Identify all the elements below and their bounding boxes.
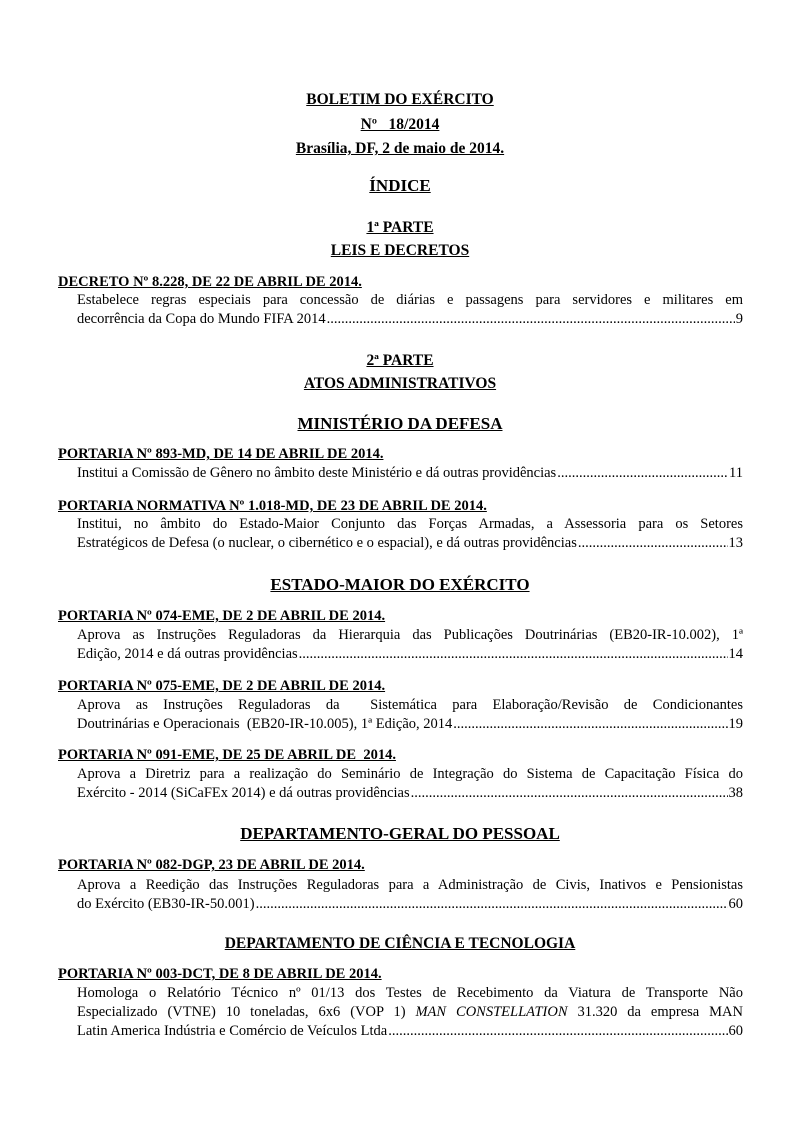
entry-text: 31.320 da empresa MAN — [567, 1004, 743, 1020]
section-heading-eme: ESTADO-MAIOR DO EXÉRCITO — [270, 575, 530, 594]
entry-heading[interactable]: PORTARIA Nº 003-DCT, DE 8 DE ABRIL DE 2014. — [58, 966, 382, 982]
vehicle-model-name: MAN CONSTELLATION — [415, 1004, 568, 1020]
page-number[interactable]: 19 — [728, 716, 743, 732]
section-heading-md: MINISTÉRIO DA DEFESA — [297, 414, 503, 433]
entry-line-with-page — [77, 534, 743, 553]
page-number[interactable]: 13 — [728, 535, 743, 551]
entry-line: Estabelece regras especiais para concessão de diárias e passagens para servidores e militares em — [77, 292, 743, 308]
leader-dots — [411, 784, 728, 803]
entry-line: Aprova a Diretriz para a realização do Seminário de Integração do Sistema de Capacitação Física do — [77, 766, 743, 782]
page-number[interactable]: 9 — [735, 311, 743, 327]
section-heading-dgp: DEPARTAMENTO-GERAL DO PESSOAL — [240, 824, 560, 843]
entry-heading[interactable]: PORTARIA Nº 082-DGP, 23 DE ABRIL DE 2014. — [58, 857, 365, 873]
entry-heading[interactable]: PORTARIA Nº 091-EME, DE 25 DE ABRIL DE 2014. — [58, 747, 396, 763]
page-number[interactable]: 14 — [728, 646, 743, 662]
entry-summary — [77, 291, 743, 329]
part2-title: ATOS ADMINISTRATIVOS — [303, 375, 497, 392]
entry-heading[interactable]: PORTARIA Nº 075-EME, DE 2 DE ABRIL DE 2014. — [58, 678, 386, 694]
entry-summary — [77, 876, 743, 914]
entry-line-with-page — [77, 715, 743, 734]
entry-line: Latin America Indústria e Comércio de Veículos Ltda — [77, 1023, 388, 1039]
part1-label: 1ª PARTE — [366, 219, 434, 236]
entry-line-with-page — [77, 464, 743, 483]
entry-line-with-page — [77, 784, 743, 803]
bulletin-title: BOLETIM DO EXÉRCITO — [306, 91, 494, 108]
entry-line: Exército - 2014 (SiCaFEx 2014) e dá outras providências — [77, 785, 410, 801]
page-number[interactable]: 11 — [729, 465, 743, 481]
entry-line: Institui, no âmbito do Estado-Maior Conjunto das Forças Armadas, a Assessoria para os Setores — [77, 516, 743, 532]
leader-dots — [299, 645, 728, 664]
leader-dots — [388, 1022, 727, 1041]
entry-line: Aprova as Instruções Reguladoras da Sistemática para Elaboração/Revisão de Condicionantes — [77, 697, 743, 713]
entry-line: decorrência da Copa do Mundo FIFA 2014 — [77, 311, 326, 327]
entry-text: Especializado (VTNE) 10 toneladas, 6x6 (VOP 1) — [77, 1004, 416, 1020]
leader-dots — [557, 464, 728, 483]
entry-line: Aprova as Instruções Reguladoras da Hierarquia das Publicações Doutrinárias (EB20-IR-10.002), 1ª — [77, 627, 743, 643]
entry-line: Doutrinárias e Operacionais (EB20-IR-10.005), 1ª Edição, 2014 — [77, 716, 453, 732]
entry-line: Aprova a Reedição das Instruções Reguladoras para a Administração de Civis, Inativos e Pensionistas — [77, 877, 743, 893]
page-number[interactable]: 38 — [728, 785, 743, 801]
index-heading: ÍNDICE — [369, 176, 431, 195]
leader-dots — [578, 534, 728, 553]
bulletin-place-date: Brasília, DF, 2 de maio de 2014. — [295, 140, 505, 157]
entry-line-with-page — [77, 310, 743, 329]
entry-summary — [77, 765, 743, 803]
leader-dots — [256, 895, 728, 914]
bulletin-number: Nº 18/2014 — [360, 116, 440, 133]
leader-dots — [453, 715, 727, 734]
entry-summary — [77, 984, 743, 1041]
entry-summary — [77, 515, 743, 553]
entry-heading[interactable]: DECRETO Nº 8.228, DE 22 DE ABRIL DE 2014. — [58, 274, 362, 290]
leader-dots — [327, 310, 735, 329]
entry-line-with-page — [77, 645, 743, 664]
entry-line: do Exército (EB30-IR-50.001) — [77, 896, 255, 912]
section-heading-dct: DEPARTAMENTO DE CIÊNCIA E TECNOLOGIA — [224, 935, 576, 952]
part2-label: 2ª PARTE — [366, 352, 434, 369]
entry-line: Estratégicos de Defesa (o nuclear, o cibernético e o espacial), e dá outras providências — [77, 535, 577, 551]
entry-summary — [77, 626, 743, 664]
entry-summary — [77, 464, 743, 483]
entry-line-with-page — [77, 895, 743, 914]
entry-heading[interactable]: PORTARIA Nº 074-EME, DE 2 DE ABRIL DE 2014. — [58, 608, 386, 624]
page-number[interactable]: 60 — [728, 896, 743, 912]
entry-heading[interactable]: PORTARIA Nº 893-MD, DE 14 DE ABRIL DE 2014. — [58, 446, 384, 462]
entry-summary — [77, 696, 743, 734]
entry-line-with-page — [77, 1022, 743, 1041]
entry-line — [77, 1003, 743, 1022]
entry-heading[interactable]: PORTARIA NORMATIVA Nº 1.018-MD, DE 23 DE ABRIL DE 2014. — [58, 498, 487, 514]
entry-line: Institui a Comissão de Gênero no âmbito deste Ministério e dá outras providências — [77, 465, 557, 481]
entry-line: Edição, 2014 e dá outras providências — [77, 646, 298, 662]
part1-title: LEIS E DECRETOS — [330, 242, 470, 259]
page-number[interactable]: 60 — [728, 1023, 743, 1039]
entry-line: Homologa o Relatório Técnico nº 01/13 dos Testes de Recebimento da Viatura de Transporte Não — [77, 985, 743, 1001]
